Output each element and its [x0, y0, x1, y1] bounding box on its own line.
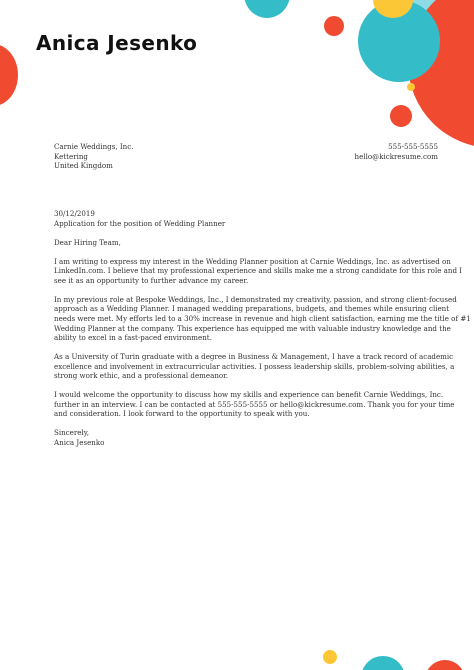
paragraph-line: I am writing to express my interest in the Wedding Planner position at Carnie Weddings, Inc. as advertised on: [54, 256, 451, 266]
letter-closing: Sincerely,: [54, 428, 90, 438]
paragraph-line: In my previous role at Bespoke Weddings, Inc., I demonstrated my creativity, passion, and strong client-focused: [54, 294, 457, 304]
letter-date: 30/12/2019: [54, 209, 95, 218]
recipient-company: Carnie Weddings, Inc.: [54, 142, 134, 151]
paragraph-line: I would welcome the opportunity to discuss how my skills and experience can benefit Carnie Weddings, Inc.: [54, 390, 444, 400]
letter-greeting: Dear Hiring Team,: [54, 237, 121, 247]
decorative-circle: [244, 0, 290, 18]
letter-paragraph: [54, 390, 455, 419]
recipient-country: United Kingdom: [54, 161, 113, 171]
letter-subject: Application for the position of Wedding Planner: [54, 218, 226, 228]
letter-paragraph: [54, 294, 471, 343]
paragraph-line: see it as an opportunity to further advance my career.: [54, 275, 249, 285]
decorative-circle: [407, 83, 415, 91]
recipient-city: Kettering: [54, 151, 88, 161]
decorative-circle: [361, 656, 405, 670]
paragraph-line: LinkedIn.com. I believe that my professional experience and skills make me a strong candidate for this role and I: [54, 266, 463, 276]
letter-body: [54, 209, 471, 448]
paragraph-line: Wedding Planner at the company. This experience has equipped me with valuable industry knowledge and the: [54, 323, 451, 333]
paragraph-line: needs were met. My efforts led to a 30% increase in revenue and high client satisfaction, earning me the title of #1: [54, 313, 471, 323]
paragraph-line: ability to excel in a fast-paced environment.: [54, 333, 212, 343]
paragraph-line: As a University of Turin graduate with a degree in Business & Management, I have a track record of academic: [54, 352, 454, 362]
sender-contact: [355, 142, 438, 161]
paragraph-line: further in an interview. I can be contacted at 555-555-5555 or hello@kickresume.com. Thank you for your time: [54, 399, 455, 409]
letter-signature: Anica Jesenko: [54, 438, 105, 448]
decorative-circle: [324, 16, 344, 36]
decorative-circle: [390, 105, 412, 127]
sender-phone: 555-555-5555: [388, 142, 438, 151]
letter-paragraph: [54, 352, 455, 381]
paragraph-line: excellence and involvement in extracurricular activities. I possess leadership skills, problem-solving abilities, a: [54, 361, 455, 371]
letter-paragraph: [54, 256, 463, 286]
decorative-circle: [323, 650, 337, 664]
paragraph-line: and consideration. I look forward to the opportunity to speak with you.: [54, 409, 310, 419]
sender-name: Anica Jesenko: [36, 31, 198, 55]
decorative-circle: [425, 660, 465, 670]
decorative-circle: [0, 44, 18, 106]
paragraph-line: strong work ethic, and a professional demeanor.: [54, 371, 229, 381]
sender-email: hello@kickresume.com: [354, 151, 438, 161]
recipient-address: [54, 142, 133, 171]
paragraph-line: approach as a Wedding Planner. I managed wedding preparations, budgets, and themes while ensuring client: [54, 304, 450, 314]
